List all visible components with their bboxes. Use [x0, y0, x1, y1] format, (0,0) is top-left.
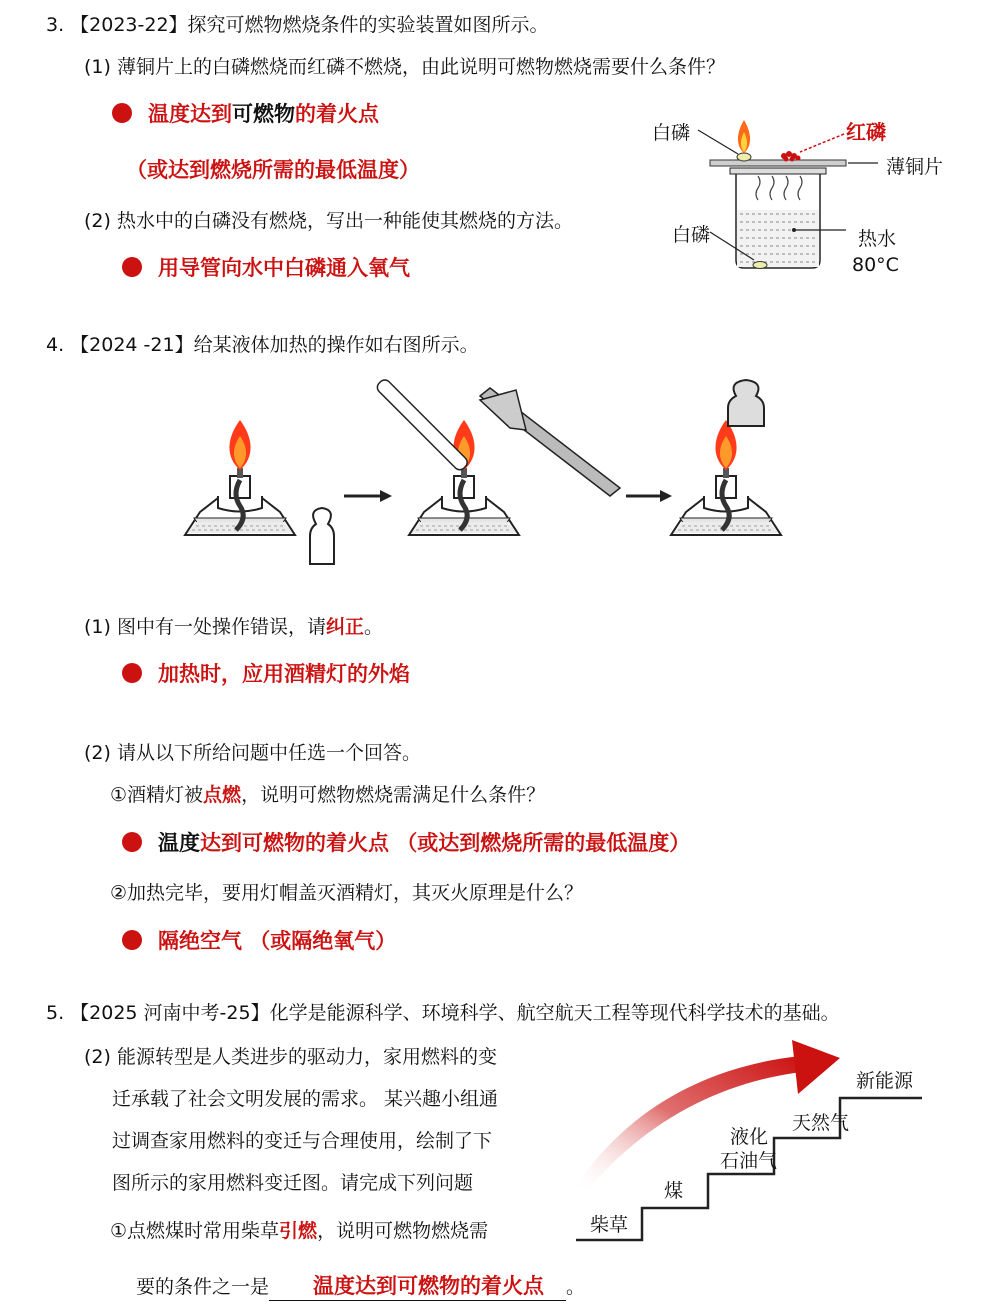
heating-procedure-figure — [180, 360, 800, 580]
label-temperature: 80°C — [852, 254, 899, 276]
label-white-phosphorus-bottom: 白磷 — [672, 224, 711, 246]
q5-paragraph-line2: 迁承载了社会文明发展的需求。 某兴趣小组通 — [112, 1088, 499, 1110]
q3-header: 3. 【2023-22】探究可燃物燃烧条件的实验装置如图所示。 — [46, 14, 549, 36]
stair-label-coal: 煤 — [664, 1180, 684, 1202]
stair-label-lpg-line1: 液化 — [730, 1126, 769, 1148]
bullet-icon — [122, 663, 142, 683]
q5-paragraph-line1: (2) 能源转型是人类进步的驱动力，家用燃料的变 — [84, 1046, 497, 1068]
label-hot-water: 热水 — [858, 228, 897, 250]
q3-answer2: 用导管向水中白磷通入氧气 — [122, 252, 410, 282]
q4-header: 4. 【2024 -21】给某液体加热的操作如右图所示。 — [46, 334, 479, 356]
q3-sub2: (2) 热水中的白磷没有燃烧，写出一种能使其燃烧的方法。 — [84, 210, 573, 232]
bullet-icon — [122, 832, 142, 852]
bullet-icon — [122, 257, 142, 277]
q4-answer-option1: 温度达到可燃物的着火点 （或达到燃烧所需的最低温度） — [122, 827, 690, 857]
q5-question1: ①点燃煤时常用柴草引燃，说明可燃物燃烧需 — [110, 1220, 489, 1242]
q3-answer1-alt: （或达到燃烧所需的最低温度） — [126, 158, 420, 182]
q4-answer-option2: 隔绝空气 （或隔绝氧气） — [122, 925, 396, 955]
bullet-icon — [112, 103, 132, 123]
q4-sub1: (1) 图中有一处操作错误，请纠正。 — [84, 616, 383, 638]
stair-label-firewood: 柴草 — [590, 1214, 629, 1236]
q5-paragraph-line3: 过调查家用燃料的变迁与合理使用，绘制了下 — [112, 1130, 493, 1152]
q5-question1-line2: 要的条件之一是 温度达到可燃物的着火点 。 — [136, 1270, 585, 1301]
q3-answer1: 温度达到可燃物的着火点 — [112, 98, 379, 128]
answer-blank: 温度达到可燃物的着火点 — [269, 1270, 566, 1301]
q5-header: 5. 【2025 河南中考-25】化学是能源科学、环境科学、航空航天工程等现代科学技术的基础。 — [46, 1002, 840, 1024]
label-red-phosphorus: 红磷 — [846, 120, 886, 144]
stair-label-natural-gas: 天然气 — [792, 1112, 850, 1134]
q4-answer1: 加热时，应用酒精灯的外焰 — [122, 658, 410, 688]
stair-label-new-energy: 新能源 — [856, 1070, 914, 1092]
q4-option2: ②加热完毕，要用灯帽盖灭酒精灯，其灭火原理是什么？ — [110, 882, 584, 904]
q4-sub2: (2) 请从以下所给问题中任选一个回答。 — [84, 742, 421, 764]
label-white-phosphorus-top: 白磷 — [652, 122, 691, 144]
stair-label-lpg-line2: 石油气 — [720, 1150, 778, 1172]
q5-paragraph-line4: 图所示的家用燃料变迁图。请完成下列问题 — [112, 1172, 474, 1194]
bullet-icon — [122, 930, 142, 950]
q3-sub1: (1) 薄铜片上的白磷燃烧而红磷不燃烧，由此说明可燃物燃烧需要什么条件？ — [84, 56, 725, 78]
q4-option1: ①酒精灯被点燃，说明可燃物燃烧需满足什么条件？ — [110, 784, 546, 806]
label-copper-sheet: 薄铜片 — [886, 156, 944, 178]
